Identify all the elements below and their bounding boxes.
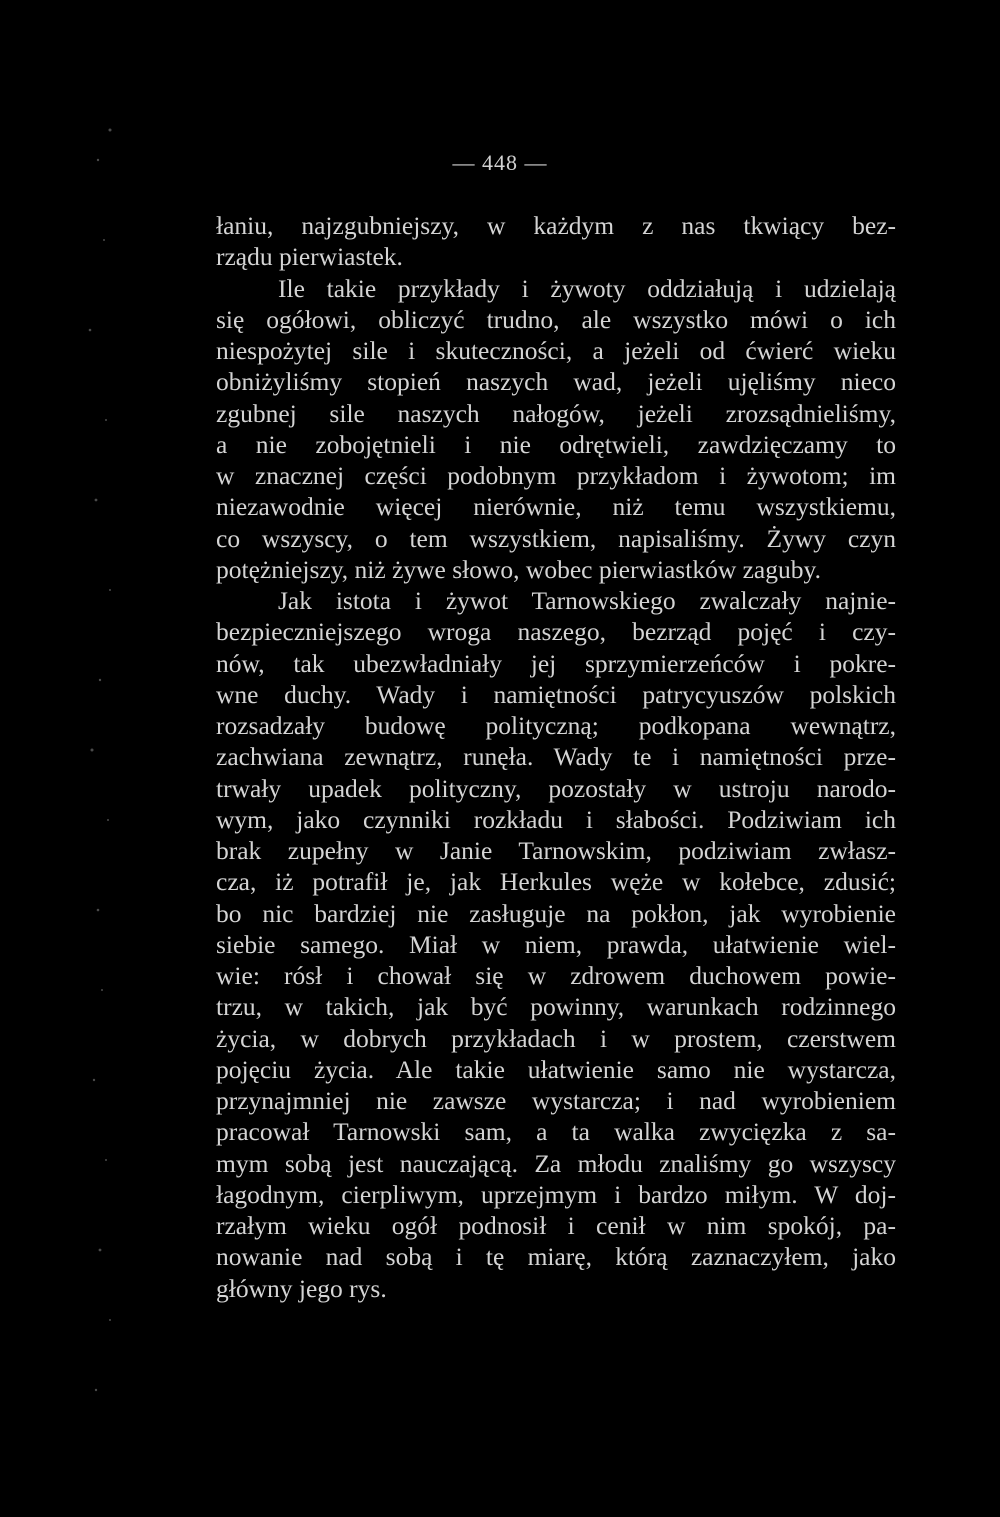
- text-line: Jak istota i żywot Tarnowskiego zwalczały najnie-: [278, 586, 896, 615]
- text-line: pracował Tarnowski sam, a ta walka zwycięzka z sa-: [216, 1117, 896, 1147]
- text-line: główny jego rys.: [216, 1273, 387, 1303]
- text-line: rzałym wieku ogół podnosił i cenił w nim spokój, pa-: [216, 1211, 896, 1240]
- text-line: rozsadzały budowę polityczną; podkopana wewnątrz,: [216, 711, 896, 740]
- text-line: a nie zobojętnieli i nie odrętwieli, zawdzięczamy to: [216, 429, 896, 459]
- text-line: cza, iż potrafił je, jak Herkules węże w kołebce, zdusić;: [216, 867, 896, 897]
- text-line: Ile takie przykłady i żywoty oddziałują i udzielają: [278, 273, 896, 303]
- text-line: pojęciu życia. Ale takie ułatwienie samo nie wystarcza,: [216, 1054, 896, 1084]
- text-line: łaniu, najzgubniejszy, w każdym z nas tkwiący bez-: [216, 211, 896, 240]
- text-line: niezawodnie więcej nierównie, niż temu wszystkiemu,: [216, 492, 896, 522]
- text-line: trwały upadek polityczny, pozostały w ustroju narodo-: [216, 773, 896, 803]
- text-line: życia, w dobrych przykładach i w prostem, czerstwem: [216, 1023, 896, 1053]
- text-line: wne duchy. Wady i namiętności patrycyuszów polskich: [216, 679, 896, 709]
- text-line: łagodnym, cierpliwym, uprzejmym i bardzo miłym. W doj-: [216, 1179, 896, 1209]
- text-line: siebie samego. Miał w niem, prawda, ułatwienie wiel-: [216, 929, 896, 959]
- text-line: potężniejszy, niż żywe słowo, wobec pierwiastków zaguby.: [216, 554, 821, 584]
- text-line: nów, tak ubezwładniały jej sprzymierzeńców i pokre-: [216, 648, 896, 678]
- margin-scan-noise: [80, 120, 190, 1420]
- text-line: rządu pierwiastek.: [216, 242, 403, 272]
- text-line: mym sobą jest nauczającą. Za młodu znaliśmy go wszyscy: [216, 1148, 896, 1178]
- text-line: w znacznej części podobnym przykładom i żywotom; im: [216, 461, 896, 490]
- text-line: zgubnej sile naszych nałogów, jeżeli zrozsądnieliśmy,: [216, 398, 896, 428]
- text-line: bezpieczniejszego wroga naszego, bezrząd pojęć i czy-: [216, 617, 896, 647]
- text-line: wym, jako czynniki rozkładu i słabości. Podziwiam ich: [216, 804, 896, 834]
- text-line: trzu, w takich, jak być powinny, warunkach rodzinnego: [216, 992, 896, 1022]
- page-number: — 448 —: [452, 150, 548, 175]
- body-text: [216, 210, 896, 1304]
- text-line: brak zupełny w Janie Tarnowskim, podziwiam zwłasz-: [216, 836, 896, 865]
- text-line: zachwiana zewnątrz, runęła. Wady te i namiętności prze-: [216, 742, 896, 772]
- text-line: obniżyliśmy stopień naszych wad, jeżeli ujęliśmy nieco: [216, 367, 896, 397]
- text-line: niespożytej sile i skuteczności, a jeżeli od ćwierć wieku: [216, 336, 896, 365]
- text-line: co wszyscy, o tem wszystkiem, napisaliśmy. Żywy czyn: [216, 523, 896, 553]
- text-line: nowanie nad sobą i tę miarę, którą zaznaczyłem, jako: [216, 1242, 896, 1272]
- text-line: bo nic bardziej nie zasługuje na pokłon, jak wyrobienie: [216, 898, 896, 928]
- text-line: się ogółowi, obliczyć trudno, ale wszystko mówi o ich: [216, 304, 896, 334]
- text-line: przynajmniej nie zawsze wystarcza; i nad wyrobieniem: [216, 1086, 896, 1115]
- text-line: wie: rósł i chował się w zdrowem duchowem powie-: [216, 961, 896, 990]
